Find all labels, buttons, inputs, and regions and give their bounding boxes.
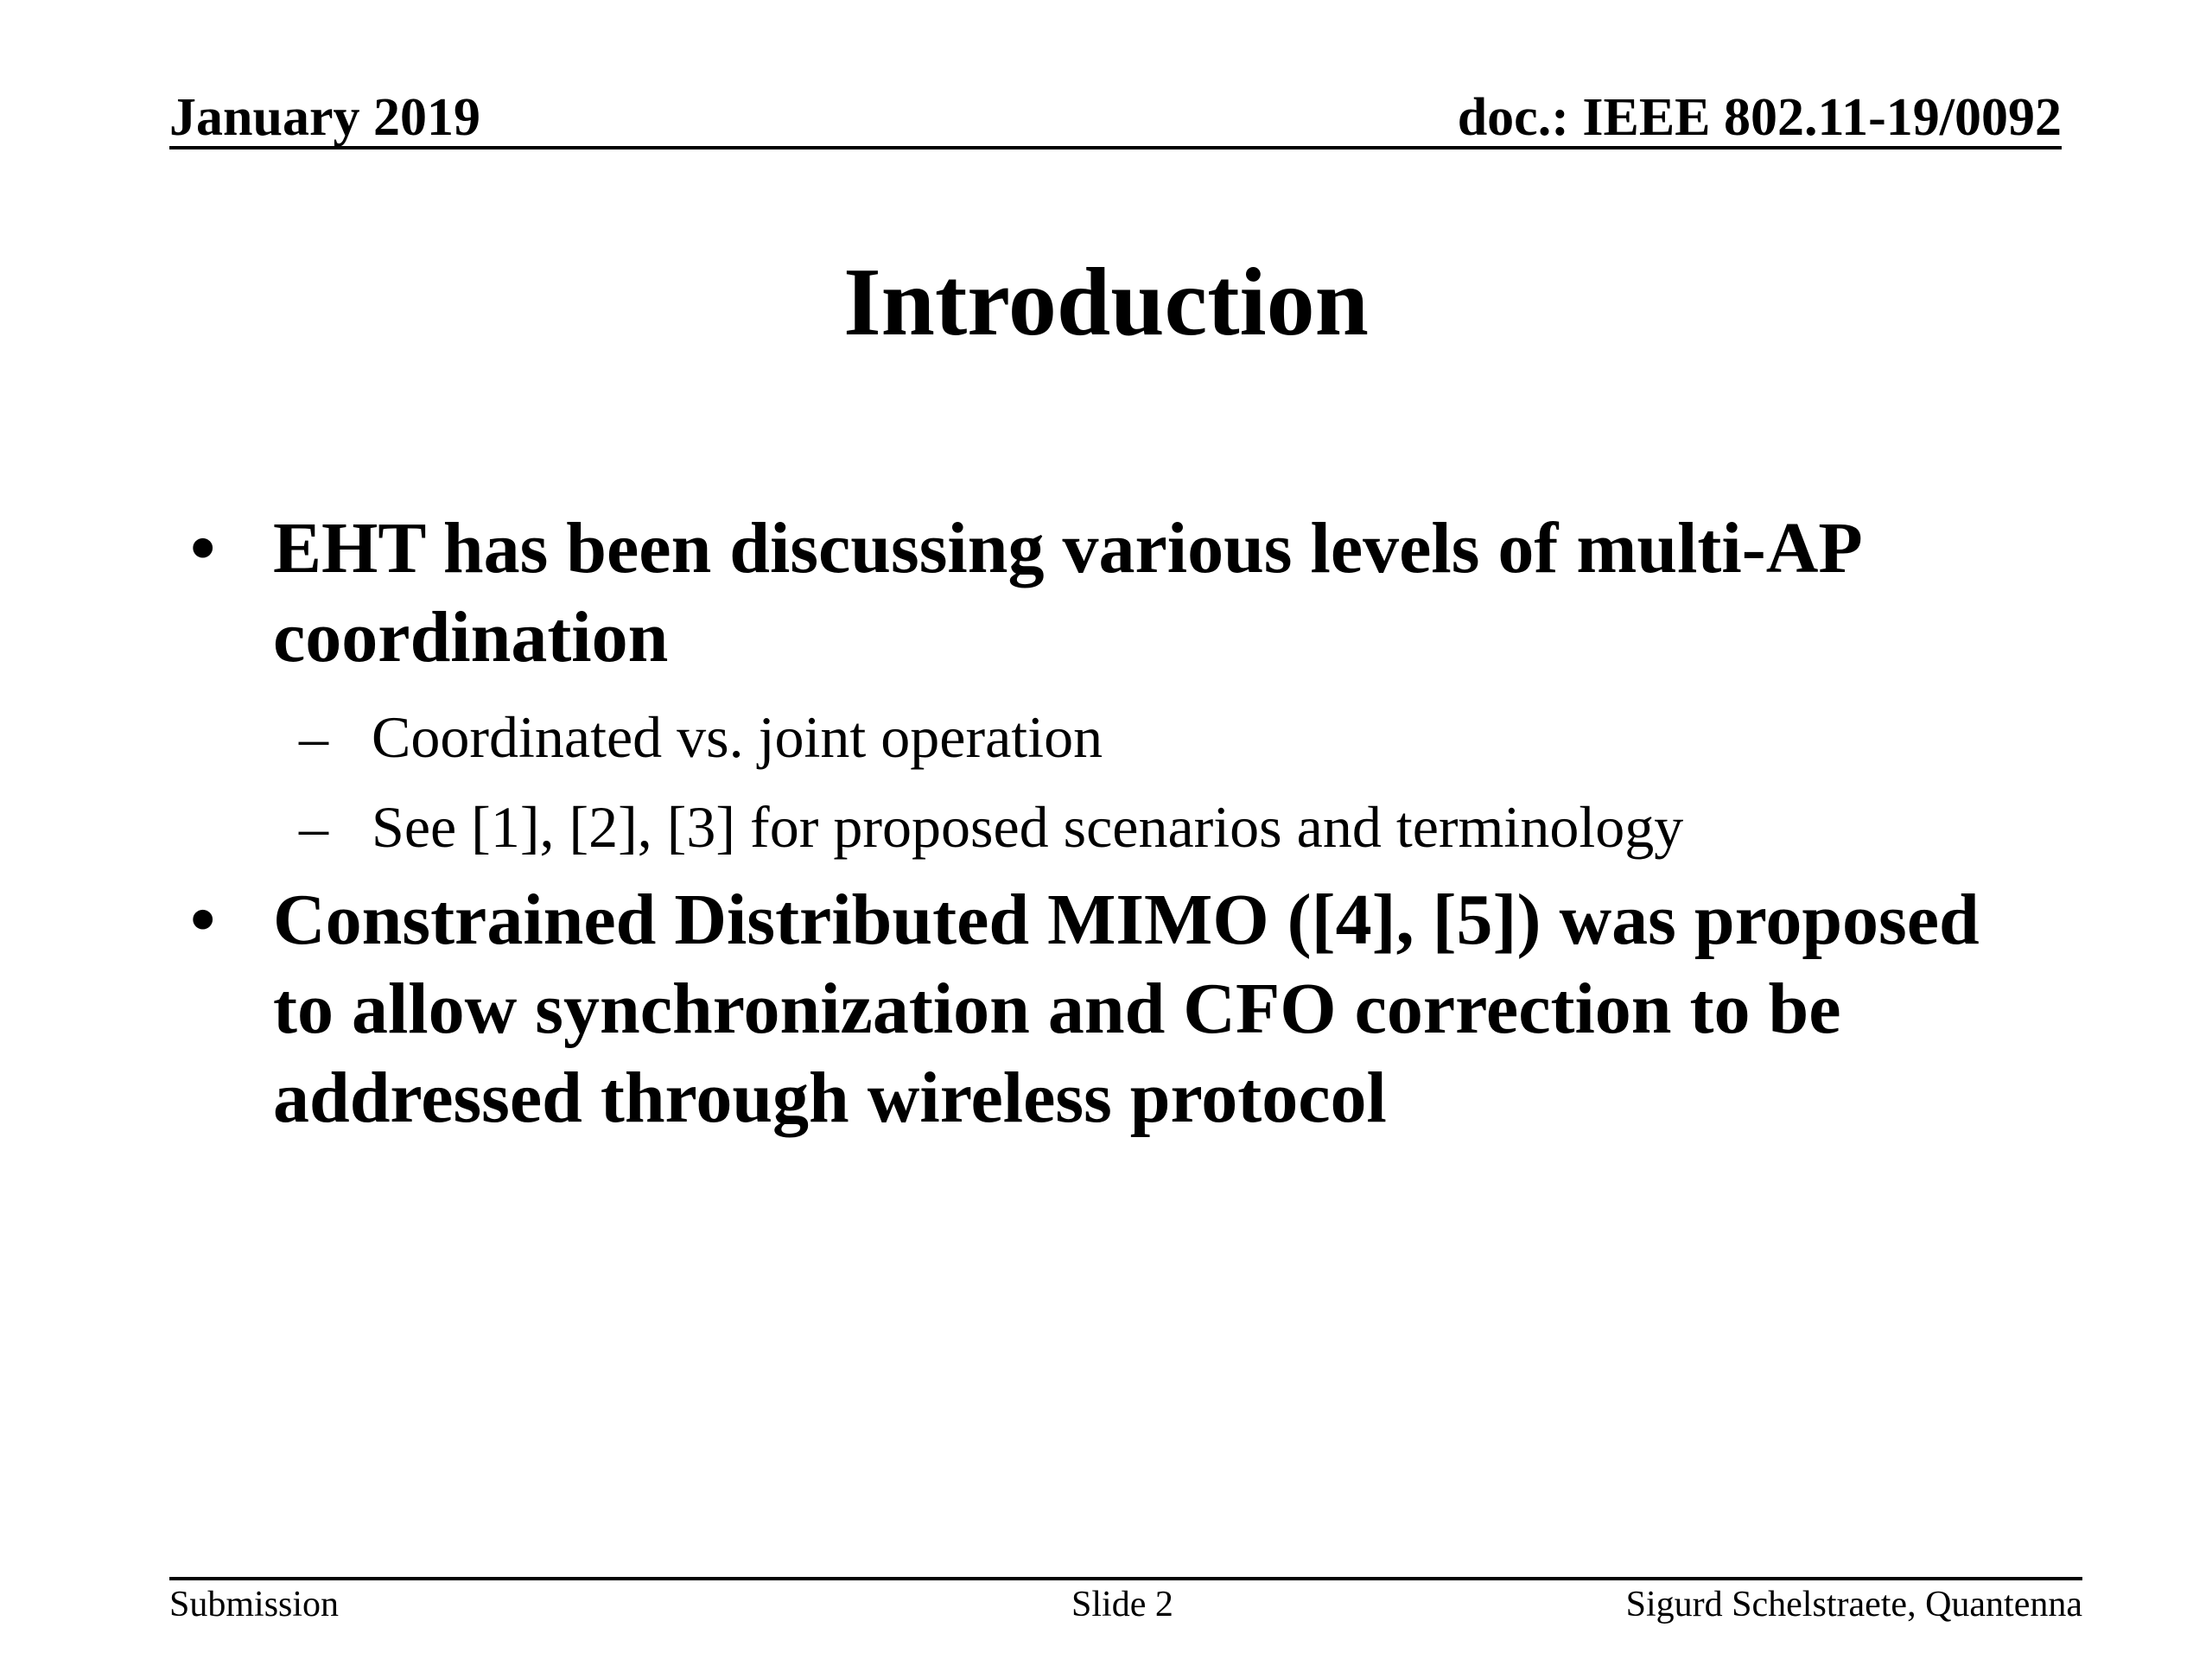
bullet-text-line: Constrained Distributed MIMO ([4], [5]) was proposed [273, 880, 1980, 960]
sub-bullet-text: Coordinated vs. joint operation [372, 704, 1103, 770]
footer-submission: Submission [169, 1585, 340, 1624]
header-date: January 2019 [169, 88, 480, 147]
sub-bullet-text: See [1], [2], [3] for proposed scenarios and terminology [372, 794, 1684, 860]
sub-bullet-marker: – [299, 704, 328, 770]
bullet-text-line: addressed through wireless protocol [273, 1058, 1387, 1138]
bullet-marker: • [190, 880, 216, 960]
sub-bullet-marker: – [299, 794, 328, 860]
footer-author: Sigurd Schelstraete, Quantenna [1625, 1585, 2082, 1624]
bullet-text-line: coordination [273, 597, 669, 677]
bullet-text-line: to allow synchronization and CFO correction to be [273, 969, 1841, 1049]
bullet-marker: • [190, 508, 216, 588]
bullet-text-line: EHT has been discussing various levels of multi-AP [273, 508, 1863, 588]
header-doc-id: doc.: IEEE 802.11-19/0092 [1457, 88, 2062, 147]
slide-title: Introduction [843, 249, 1369, 356]
footer-slide-number: Slide 2 [1071, 1585, 1173, 1624]
